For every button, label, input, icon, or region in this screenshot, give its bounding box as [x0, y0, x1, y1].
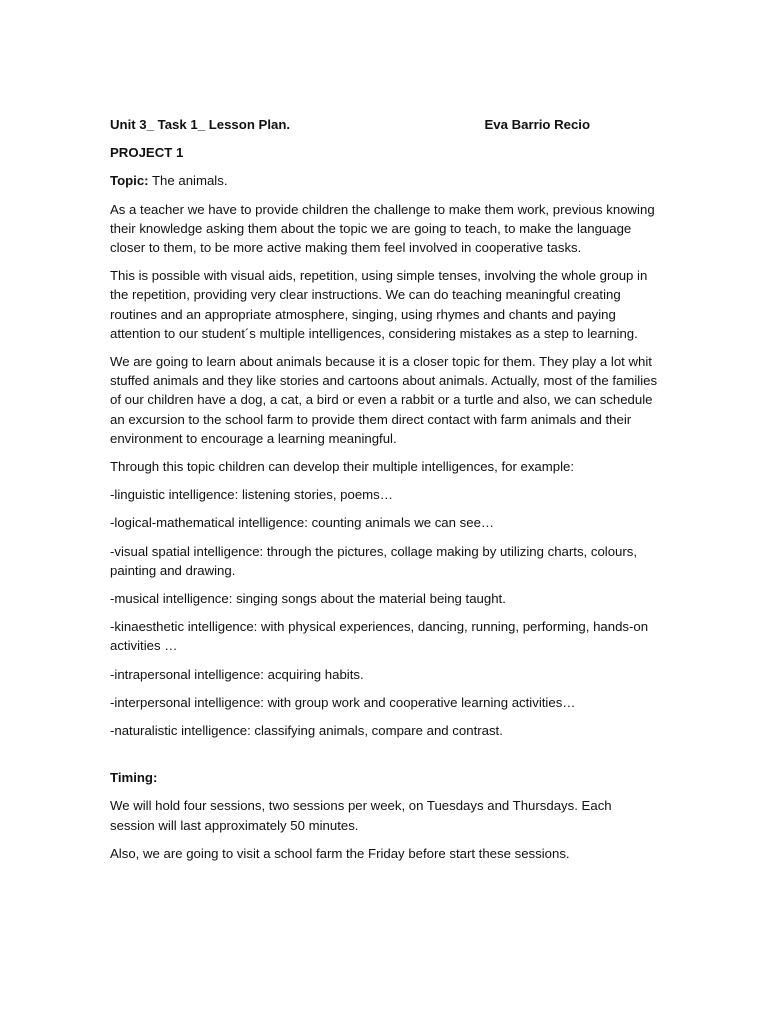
- intelligences-intro: Through this topic children can develop their multiple intelligences, for example:: [110, 459, 575, 475]
- document-header: [110, 115, 658, 134]
- document-title: Unit 3_ Task 1_ Lesson Plan.: [110, 117, 291, 132]
- list-item: -naturalistic intelligence: classifying animals, compare and contrast.: [110, 723, 503, 739]
- list-item: -interpersonal intelligence: with group work and cooperative learning activities…: [110, 694, 576, 710]
- project-heading: PROJECT 1: [110, 145, 184, 161]
- list-item: -logical-mathematical intelligence: counting animals we can see…: [110, 515, 495, 531]
- topic-label: Topic:: [110, 173, 149, 189]
- timing-paragraph: We will hold four sessions, two sessions per week, on Tuesdays and Thursdays. Each session will last approximately 50 minutes.: [110, 798, 612, 833]
- intelligences-list: [110, 485, 658, 740]
- section-spacer: [110, 749, 658, 768]
- list-item: -visual spatial intelligence: through the pictures, collage making by utilizing charts, colours, painting and drawing.: [110, 543, 638, 578]
- reason-paragraph: We are going to learn about animals because it is a closer topic for them. They play a lot whit stuffed animals and they like stories and cartoons about animals. Actually, most of the families of our children have a dog, a cat, a bird or even a rabbit or a turtle and also, we can schedule an excursion to the school farm to provide them direct contact with farm animals and their environment to encourage a learning meaningful.: [110, 354, 658, 446]
- author-name: Eva Barrio Recio: [484, 117, 590, 132]
- farm-visit-paragraph: Also, we are going to visit a school farm the Friday before start these sessions.: [110, 845, 570, 861]
- list-item: -musical intelligence: singing songs about the material being taught.: [110, 591, 506, 607]
- list-item: -kinaesthetic intelligence: with physical experiences, dancing, running, performing, hands-on activities …: [110, 619, 649, 654]
- list-item: -intrapersonal intelligence: acquiring habits.: [110, 666, 364, 682]
- intro-paragraph: As a teacher we have to provide children the challenge to make them work, previous knowing their knowledge asking them about the topic we are going to teach, to make the language closer to them, to be more active making them feel involved in cooperative tasks.: [110, 201, 655, 256]
- list-item: -linguistic intelligence: listening stories, poems…: [110, 487, 393, 503]
- methods-paragraph: This is possible with visual aids, repetition, using simple tenses, involving the whole group in the repetition, providing very clear instructions. We can do teaching meaningful creating routines and an appropriate atmosphere, singing, using rhymes and chants and paying attention to our student´s multiple intelligences, considering mistakes as a step to learning.: [110, 268, 648, 341]
- topic-value: The animals.: [148, 173, 228, 189]
- topic-line: [110, 171, 658, 190]
- timing-heading: Timing:: [110, 770, 158, 786]
- document-page: [110, 115, 658, 872]
